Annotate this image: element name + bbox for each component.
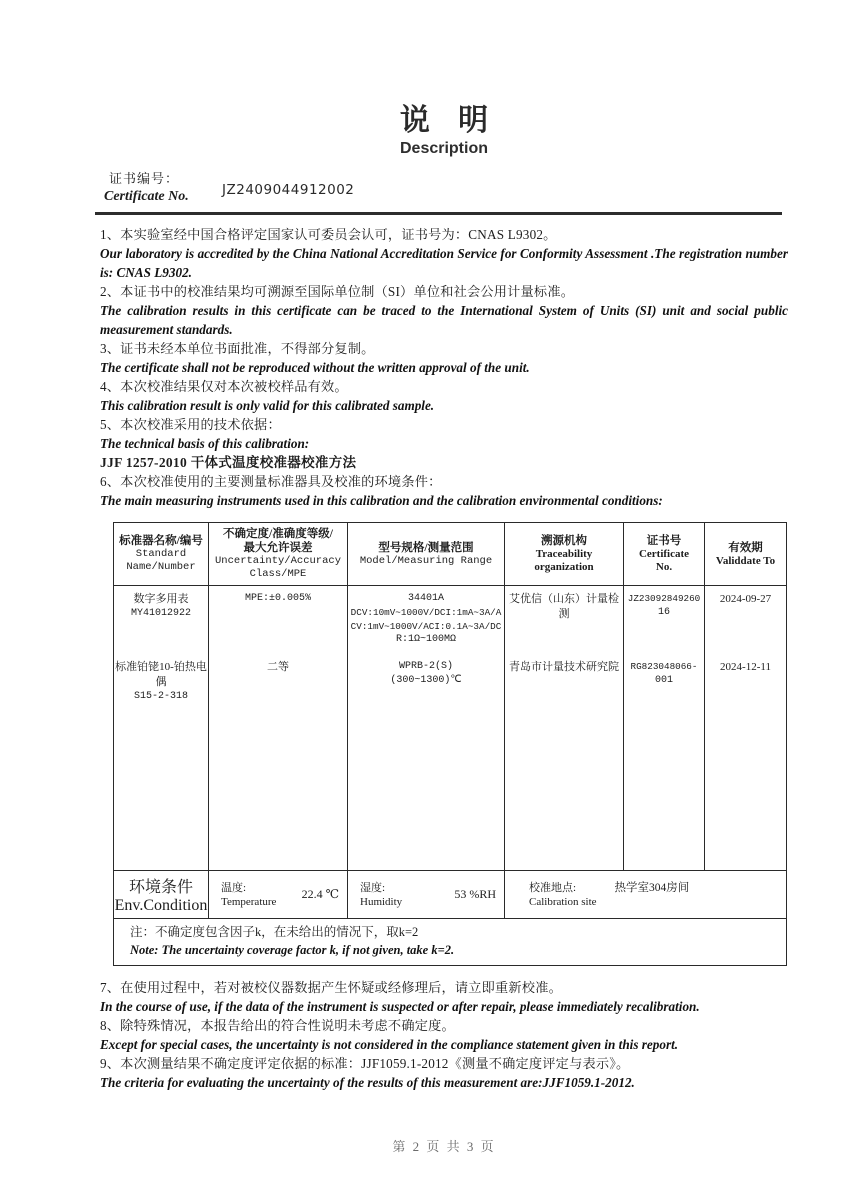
note-8-en: Except for special cases, the uncertainty is not considered in the compliance statement given in this report. <box>100 1037 679 1052</box>
header-uncertainty-cn1: 不确定度/准确度等级/ <box>223 528 333 540</box>
instrument-1-model-line4: R:1Ω~100MΩ <box>395 634 456 645</box>
env-site-cell <box>505 871 786 918</box>
instrument-2-name-line2: 偶 <box>155 676 167 688</box>
env-humidity-value: 53 %RH <box>454 887 496 901</box>
cell-standard-names <box>114 586 209 870</box>
env-humidity-label-cn: 湿度: <box>360 881 386 894</box>
note-3-cn: 3、证书未经本单位书面批准，不得部分复制。 <box>100 341 375 356</box>
instrument-2-name <box>114 660 208 704</box>
note-4-en: This calibration result is only valid for this calibrated sample. <box>100 398 435 413</box>
instrument-2-trace-line1: 青岛市计量技术研究院 <box>509 661 619 673</box>
instrument-1-accuracy: MPE:±0.005% <box>244 593 311 604</box>
header-traceability <box>505 523 624 585</box>
cell-model-range <box>348 586 505 870</box>
table-note-cn: 注：不确定度包含因子k，在未给出的情况下，取k=2 <box>130 925 419 939</box>
instrument-1-name <box>114 592 208 660</box>
header-standard-name <box>114 523 209 585</box>
env-condition-label-en: Env.Condition <box>114 897 208 914</box>
header-model-range-en: Model/Measuring Range <box>359 554 493 567</box>
page-subtitle: Description <box>399 140 488 157</box>
instrument-2-model-line2: (300~1300)℃ <box>390 675 462 686</box>
header-valid-date <box>705 523 786 585</box>
instrument-2-name-line3: S15-2-318 <box>133 691 188 702</box>
table-note-en: Note: The uncertainty coverage factor k, if not given, take k=2. <box>130 943 455 957</box>
header-uncertainty-en2: Class/MPE <box>249 568 307 580</box>
note-6-en: The main measuring instruments used in this calibration and the calibration environmental conditions: <box>100 493 663 508</box>
instrument-1-name-line2: MY41012922 <box>130 608 191 619</box>
instrument-1-model-line1: 34401A <box>407 593 444 604</box>
certificate-number-block <box>100 165 788 212</box>
technical-basis-standard: JJF 1257-2010 干体式温度校准器校准方法 <box>100 455 357 470</box>
instrument-2-cert-line2: 001 <box>654 674 673 686</box>
instrument-1-model-line3: CV:1mV~1000V/ACI:0.1A~3A/DC <box>350 620 502 632</box>
instrument-1-model-line2: DCV:10mV~1000V/DCI:1mA~3A/A <box>350 607 502 618</box>
env-temperature-label <box>209 881 276 909</box>
note-5-cn: 5、本次校准采用的技术依据： <box>100 417 281 432</box>
certificate-no-label-cn: 证书编号： <box>109 171 180 186</box>
instruments-table <box>113 522 787 966</box>
header-standard-name-en1: Standard <box>135 548 187 560</box>
env-humidity-cell <box>348 871 505 918</box>
cell-accuracy <box>209 586 348 870</box>
header-model-range <box>348 523 505 585</box>
instrument-1-valid-to: 2024-09-27 <box>719 593 772 605</box>
header-certificate-no <box>624 523 705 585</box>
note-9-en: The criteria for evaluating the uncertainty of the results of this measurement are:JJF1059.1-2012. <box>100 1075 635 1090</box>
note-1-cn: 1、本实验室经中国合格评定国家认可委员会认可，证书号为：CNAS L9302。 <box>100 227 557 242</box>
instrument-1-cert-line2: 16 <box>657 606 670 618</box>
env-site-label <box>505 881 597 909</box>
header-valid-date-en: Validdate To <box>715 554 776 567</box>
env-temperature-label-en: Temperature <box>221 895 277 908</box>
table-note-row <box>114 919 786 965</box>
instrument-1-trace-line2: 测 <box>558 608 570 620</box>
instrument-1-accuracy-block <box>209 592 347 660</box>
header-uncertainty-cn2: 最大允许误差 <box>243 542 313 554</box>
instrument-1-cert-line1: JZ23092849260 <box>627 593 701 604</box>
note-3-en: The certificate shall not be reproduced without the written approval of the unit. <box>100 360 530 375</box>
instrument-1-trace-block <box>505 592 623 660</box>
note-7-en: In the course of use, if the data of the instrument is suspected or after repair, please immediately recalibration. <box>100 999 700 1014</box>
instrument-2-name-line1: 标准铂铑10-铂热电 <box>115 661 207 673</box>
instrument-2-cert-line1: RG823048066- <box>630 661 698 672</box>
instrument-1-cert-block <box>624 592 704 660</box>
header-certificate-no-cn: 证书号 <box>646 535 682 547</box>
env-condition-label <box>114 871 209 918</box>
note-1-en: Our laboratory is accredited by the China National Accreditation Service for Conformity Assessment .The registration number is: CNAS L9302. <box>100 246 788 280</box>
header-uncertainty-en1: Uncertainty/Accuracy <box>214 555 342 567</box>
cell-cert-no <box>624 586 705 870</box>
env-humidity-label-en: Humidity <box>360 895 403 908</box>
header-certificate-no-en2: No. <box>655 561 673 573</box>
page-footer: 第 2 页 共 3 页 <box>392 1139 496 1154</box>
note-5-en: The technical basis of this calibration: <box>100 436 310 451</box>
instrument-1-model-block <box>348 592 504 660</box>
note-9-cn: 9、本次测量结果不确定度评定依据的标准：JJF1059.1-2012《测量不确定度评定与表示》。 <box>100 1056 630 1071</box>
env-temperature-label-cn: 温度: <box>221 881 247 894</box>
env-condition-label-cn: 环境条件 <box>128 879 193 896</box>
env-site-value: 热学室304房间 <box>614 882 690 894</box>
instrument-1-valid-block <box>705 592 786 660</box>
note-8-cn: 8、除特殊情况，本报告给出的符合性说明未考虑不确定度。 <box>100 1018 455 1033</box>
certificate-no-label-en: Certificate No. <box>104 189 189 204</box>
env-humidity-label <box>348 881 402 909</box>
instrument-2-model-block <box>348 660 504 688</box>
header-model-range-cn: 型号规格/测量范围 <box>378 541 474 554</box>
header-traceability-cn: 溯源机构 <box>541 535 587 547</box>
instrument-2-model-line1: WPRB-2(S) <box>398 661 453 672</box>
instrument-2-accuracy: 二等 <box>267 661 289 673</box>
header-valid-date-cn: 有效期 <box>728 541 763 554</box>
note-7-cn: 7、在使用过程中，若对被校仪器数据产生怀疑或经修理后，请立即重新校准。 <box>100 980 562 995</box>
header-certificate-no-en1: Certificate <box>638 548 690 560</box>
note-4-cn: 4、本次校准结果仅对本次被校样品有效。 <box>100 379 348 394</box>
divider-rule <box>95 212 782 215</box>
table-header-row <box>114 523 786 586</box>
note-2-en: The calibration results in this certificate can be traced to the International System of Units (SI) unit and social public measurement standards. <box>100 303 788 337</box>
env-temperature-value: 22.4 ℃ <box>301 887 339 901</box>
env-temperature-cell <box>209 871 348 918</box>
instrument-1-name-line1: 数字多用表 <box>133 593 189 605</box>
header-standard-name-cn: 标准器名称/编号 <box>119 535 203 547</box>
cell-valid-date <box>705 586 786 870</box>
environment-row <box>114 871 786 919</box>
certificate-no-value: JZ2409044912002 <box>222 182 355 198</box>
env-site-label-en: Calibration site <box>529 895 597 908</box>
instrument-2-cert-block <box>624 660 704 688</box>
table-body-row <box>114 586 786 871</box>
instrument-1-trace-line1: 艾优信（山东）计量检 <box>509 593 619 605</box>
header-uncertainty <box>209 523 348 585</box>
header-traceability-en2: organization <box>534 561 594 573</box>
header-traceability-en1: Traceability <box>535 548 593 560</box>
notes-section <box>100 225 788 510</box>
post-notes-section <box>100 978 788 1092</box>
header-standard-name-en2: Name/Number <box>126 561 196 573</box>
instrument-2-valid-to: 2024-12-11 <box>720 661 771 673</box>
page-title: 说 明 <box>399 104 499 137</box>
env-site-label-cn: 校准地点: <box>529 881 577 894</box>
note-2-cn: 2、本证书中的校准结果均可溯源至国际单位制（SI）单位和社会公用计量标准。 <box>100 284 575 299</box>
note-6-cn: 6、本次校准使用的主要测量标准器具及校准的环境条件： <box>100 474 442 489</box>
cell-traceability <box>505 586 624 870</box>
